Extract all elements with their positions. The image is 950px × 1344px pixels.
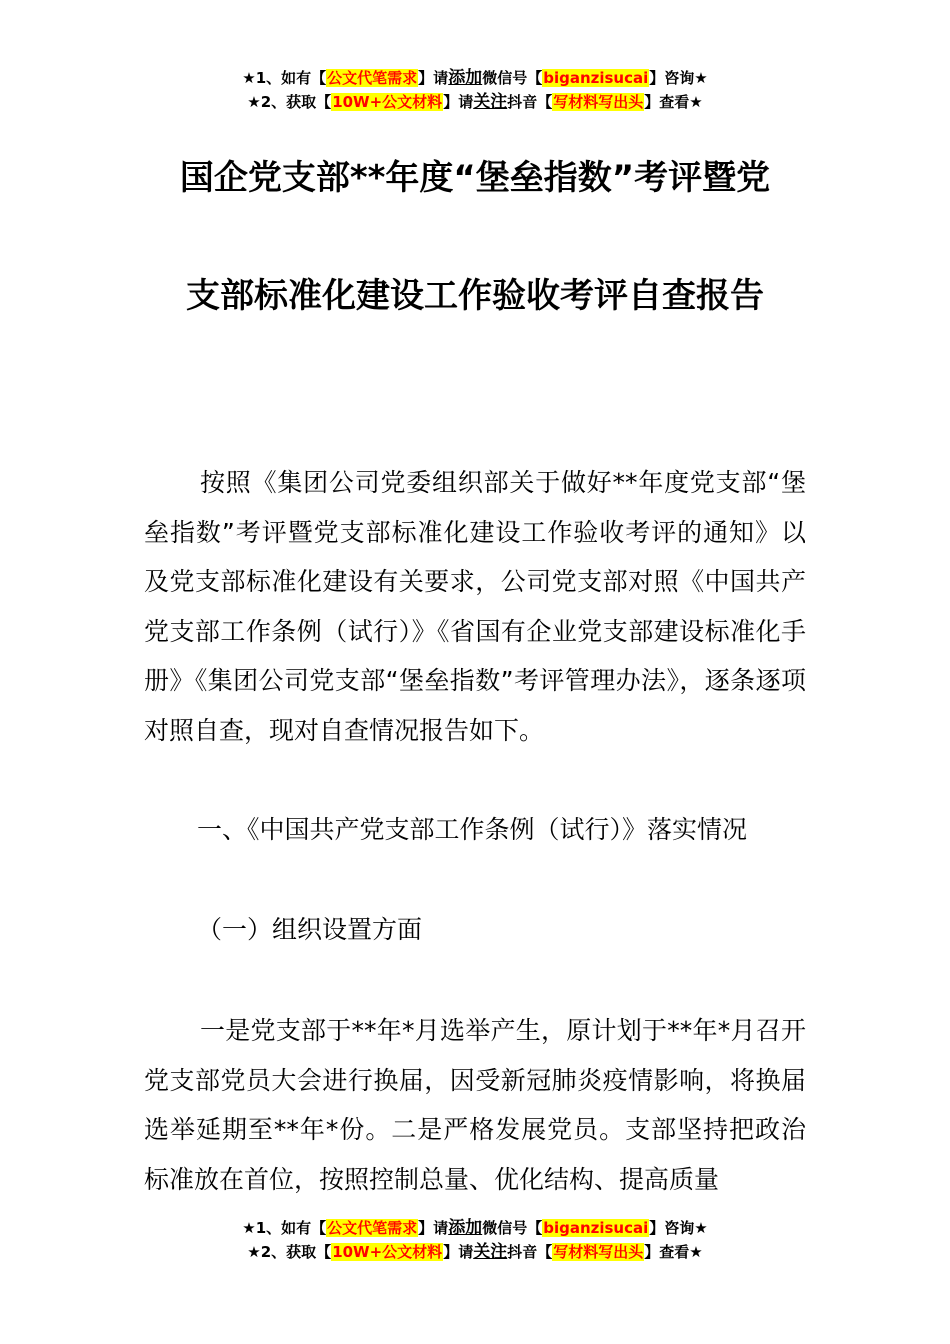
section-heading: 一、《中国共产党支部工作条例（试行）》落实情况 [197,815,748,844]
banner-line-1: ★1、如有【公文代笔需求】请添加微信号【biganzisucai】咨询★ [242,1218,708,1238]
subsection-heading: （一）组织设置方面 [197,915,423,944]
banner-douyin-id: 写材料写出头 [553,93,644,111]
banner-highlight: 公文代笔需求 [327,69,418,87]
banner-wechat-id: biganzisucai [543,69,649,87]
footer-banner [0,1216,950,1264]
document-title-line-1: 国企党支部**年度“堡垒指数”考评暨党 [179,158,771,198]
banner-highlight: 公文代笔需求 [327,1219,418,1237]
banner-line-1: ★1、如有【公文代笔需求】请添加微信号【biganzisucai】咨询★ [242,68,708,88]
body-paragraph: 一是党支部于**年*月选举产生，原计划于**年*月召开党支部党员大会进行换届，因受新冠肺炎疫情影响，将换届选举延期至**年*份。二是严格发展党员。支部坚持把政治标准放在首位，按照控制总量、优化结构、提高质量 [144,1016,806,1194]
banner-highlight: 10W+公文材料 [332,93,443,111]
star-icon: ★ [242,1219,256,1237]
document-title-line-2: 支部标准化建设工作验收考评自查报告 [186,276,764,316]
banner-wechat-id: biganzisucai [543,1219,649,1237]
star-icon: ★ [242,69,256,87]
banner-line-2: ★2、获取【10W+公文材料】请关注抖音【写材料写出头】查看★ [247,1242,703,1262]
header-banner [0,66,950,114]
banner-douyin-id: 写材料写出头 [553,1243,644,1261]
intro-paragraph: 按照《集团公司党委组织部关于做好**年度党支部“堡垒指数”考评暨党支部标准化建设工作验收考评的通知》以及党支部标准化建设有关要求，公司党支部对照《中国共产党支部工作条例（试行）》《省国有企业党支部建设标准化手册》《集团公司党支部“堡垒指数”考评管理办法》，逐条逐项对照自查，现对自查情况报告如下。 [144,468,806,745]
star-icon: ★ [247,93,261,111]
banner-line-2: ★2、获取【10W+公文材料】请关注抖音【写材料写出头】查看★ [247,92,703,112]
star-icon: ★ [247,1243,261,1261]
banner-highlight: 10W+公文材料 [332,1243,443,1261]
